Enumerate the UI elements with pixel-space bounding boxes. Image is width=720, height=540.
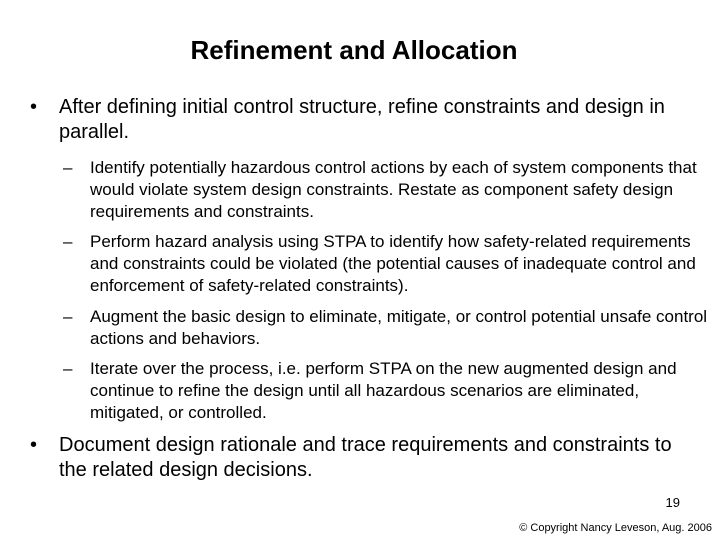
bullet-text: Document design rationale and trace requirements and constraints to the related design decisions. (59, 434, 672, 481)
dash-icon: – (63, 359, 73, 378)
copyright-notice: © Copyright Nancy Leveson, Aug. 2006 (519, 522, 712, 534)
sub-bullet-text: Iterate over the process, i.e. perform STPA on the new augmented design and continue to refine the design until all hazardous scenarios are eliminated, mitigated, or controlled. (90, 359, 677, 422)
page-number: 19 (665, 495, 680, 510)
sub-bullet-text: Identify potentially hazardous control actions by each of system components that would violate system design constraints. Restate as component safety design requirements and constraints. (90, 158, 697, 221)
dash-icon: – (63, 158, 73, 177)
dash-icon: – (63, 232, 73, 251)
sub-bullet-text: Augment the basic design to eliminate, mitigate, or control potential unsafe control actions and behaviors. (90, 307, 708, 348)
bullet-icon: • (30, 96, 38, 118)
dash-icon: – (63, 307, 73, 326)
sub-bullet-text: Perform hazard analysis using STPA to identify how safety-related requirements and constraints could be violated (the potential causes of inadequate control and enforcement of safety-related constraints). (90, 232, 696, 295)
bullet-icon: • (30, 434, 38, 456)
bullet-text: After defining initial control structure, refine constraints and design in parallel. (59, 96, 665, 143)
slide-title: Refinement and Allocation (190, 35, 518, 65)
